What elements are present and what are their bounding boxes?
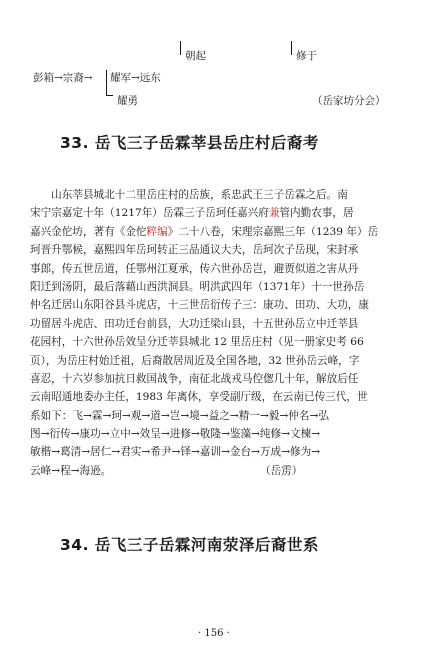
bracket-xiuyu <box>291 41 292 55</box>
gen-yaoyong: 耀勇 <box>117 95 138 107</box>
body-line-10: 喜忍，十六岁参加抗日救国战争，南征北战戎马倥偬几十年，解放后任 <box>30 372 359 385</box>
body-line-7: 功留居斗虎店、田功迁台前县，大功迁梁山县，十五世孙岳立中迁莘县 <box>30 317 359 330</box>
body-line-6: 仲名迁居山东阳谷县斗虎店，十三世岳衍传子三：康功、田功、大功，康 <box>30 299 369 312</box>
body-line-13: 图→衍传→康功→立中→效呈→进修→敬隆→鉴藻→纯修→文楝→ <box>30 428 321 441</box>
page-number: · 156 · <box>198 628 230 639</box>
body-line-14: 敏楷→葛清→居仁→君实→希尹→铎→嘉训→金台→万成→修为→ <box>30 446 321 459</box>
red-char-jian: 兼 <box>268 207 280 220</box>
red-chars-cuibian: 粹编 <box>146 225 168 238</box>
section33-body <box>30 186 410 480</box>
gen-yaojun: 耀军→远东 <box>110 72 161 84</box>
gen-row-left: 彭箱→宗裔→ <box>33 72 93 84</box>
body-line-15: 云峰→程→海逊。 （岳雳） <box>30 462 410 480</box>
body-line-1: 宋宁宗嘉定十年（1217年）岳霖三子岳珂任嘉兴府兼管内勤农事，居 <box>30 207 354 220</box>
body-line-5: 阳迁到汤阴，最后落藉山西洪洞县。明洪武四年（1371年）十一世孙岳 <box>30 280 365 293</box>
body-line-2: 嘉兴金佗坊，著有《金佗粹编》二十八卷，宋理宗嘉熙三年（1239 年）岳 <box>30 225 379 238</box>
gen-xiuyu: 修于 <box>296 50 317 62</box>
bracket-chaoqi <box>180 41 181 55</box>
gen-credit: （岳家坊分会） <box>312 95 386 107</box>
signature: （岳雳） <box>260 464 303 477</box>
bracket-yaoyong <box>106 79 113 96</box>
body-line-4: 事郎，传五世岳道，任鄂州江夏承，传六世孙岳岂，避贾似道之害从丹 <box>30 262 359 275</box>
body-line-11: 云南昭通地委办主任，1983 年离休，享受副厅级，在云南已传三代，世 <box>30 391 368 404</box>
body-line-0: 山东莘县城北十二里岳庄村的岳族，系忠武王三子岳霖之后。南 <box>30 189 348 201</box>
bracket-yaojun <box>106 70 107 79</box>
body-line-9: 页），为岳庄村始迁祖，后裔散居周近及全国各地，32 世孙岳云峰，字 <box>30 354 360 367</box>
gen-chaoqi: 朝起 <box>185 50 206 62</box>
section33-title: 33. 岳飞三子岳霖莘县岳庄村后裔考 <box>60 134 319 152</box>
body-line-3: 珂晋升鄂候，嘉熙四年岳珂转正三品通议大夫，岳珂次子岳现，宋封承 <box>30 244 359 257</box>
body-line-8: 花园村，十六世孙岳效呈分迁莘县城北 12 里岳庄村（见一册家史考 66 <box>30 336 364 349</box>
body-line-12: 系如下：飞→霖→珂→观→道→岂→境→益之→精一→毅→仲名→弘 <box>30 409 329 422</box>
section34-title: 34. 岳飞三子岳霖河南荥泽后裔世系 <box>60 536 319 554</box>
